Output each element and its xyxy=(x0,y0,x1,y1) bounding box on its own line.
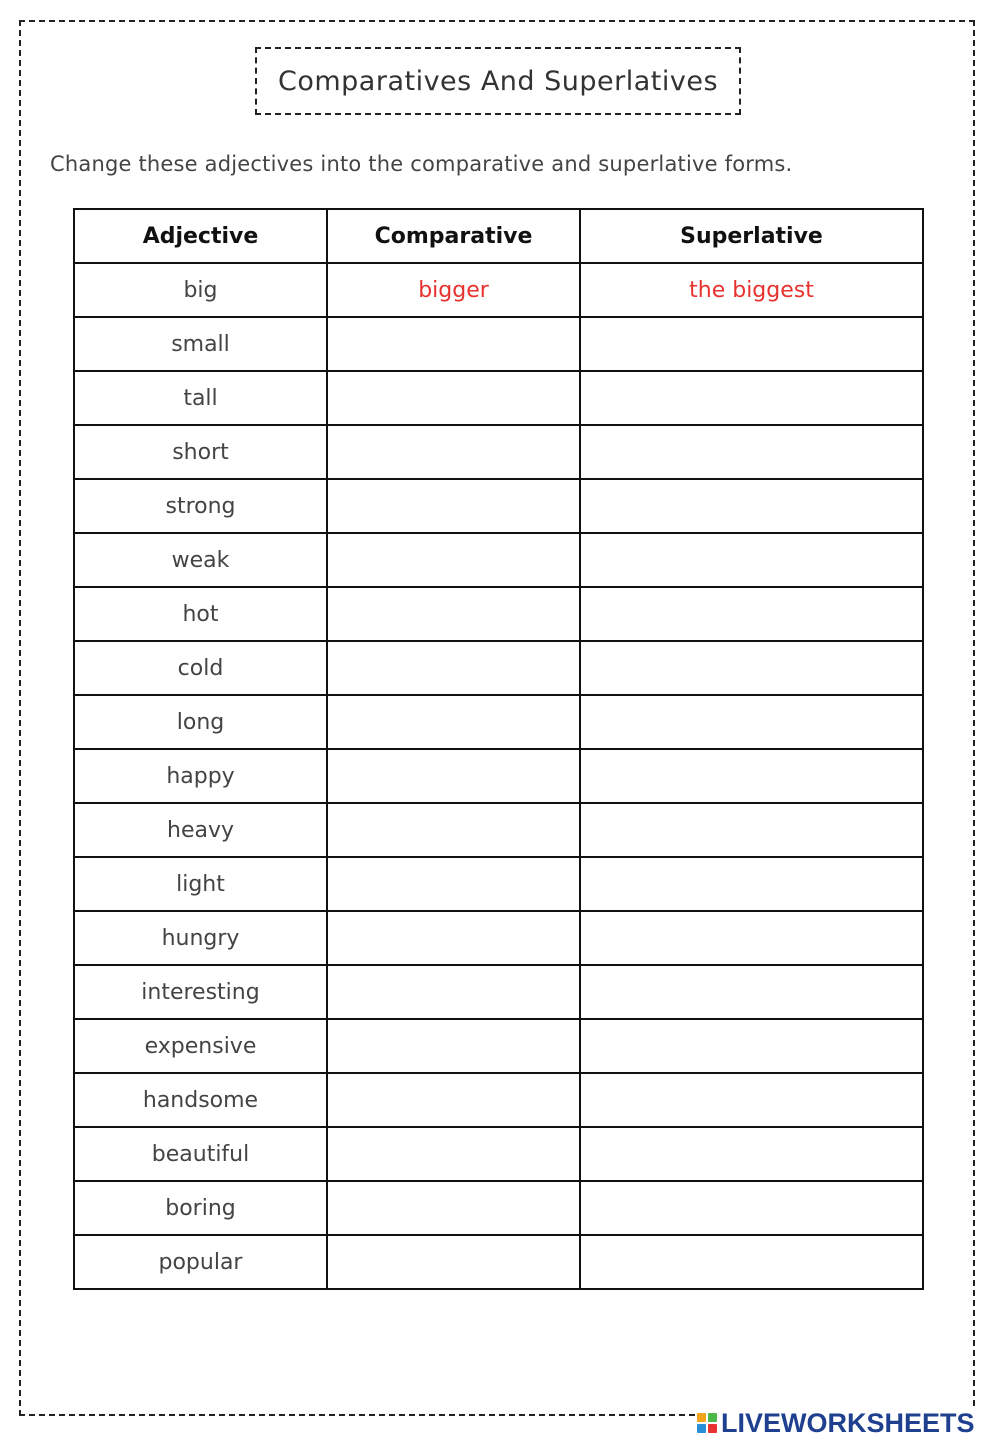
table-row xyxy=(74,1127,923,1181)
table-row xyxy=(74,317,923,371)
comparative-answer-field[interactable] xyxy=(327,857,580,911)
superlative-answer-field[interactable] xyxy=(580,965,923,1019)
logo-text: LIVEWORKSHEETS xyxy=(721,1407,975,1438)
adjective-cell: expensive xyxy=(74,1019,327,1073)
adjective-cell: small xyxy=(74,317,327,371)
table-row xyxy=(74,965,923,1019)
superlative-answer-field[interactable]: the biggest xyxy=(580,263,923,317)
table-row xyxy=(74,641,923,695)
superlative-answer-field[interactable] xyxy=(580,1235,923,1289)
table-row xyxy=(74,1181,923,1235)
comparative-answer-field[interactable] xyxy=(327,1019,580,1073)
worksheet-title: Comparatives And Superlatives xyxy=(277,65,719,97)
table-row xyxy=(74,533,923,587)
adjective-cell: light xyxy=(74,857,327,911)
comparative-answer-field[interactable] xyxy=(327,695,580,749)
comparative-answer-field[interactable] xyxy=(327,911,580,965)
comparative-answer-field[interactable] xyxy=(327,803,580,857)
logo-block xyxy=(697,1424,706,1433)
superlative-answer-field[interactable] xyxy=(580,803,923,857)
adjective-cell: strong xyxy=(74,479,327,533)
comparative-answer-field[interactable] xyxy=(327,479,580,533)
adjective-cell: cold xyxy=(74,641,327,695)
adjective-cell: tall xyxy=(74,371,327,425)
superlative-answer-field[interactable] xyxy=(580,1019,923,1073)
table-row xyxy=(74,371,923,425)
table-row xyxy=(74,587,923,641)
comparative-answer-field[interactable] xyxy=(327,587,580,641)
adjective-cell: hungry xyxy=(74,911,327,965)
comparative-answer-field[interactable] xyxy=(327,317,580,371)
table-row xyxy=(74,1073,923,1127)
superlative-answer-field[interactable] xyxy=(580,641,923,695)
table-row xyxy=(74,803,923,857)
comparative-answer-field[interactable] xyxy=(327,641,580,695)
logo-block xyxy=(708,1424,717,1433)
superlative-answer-field[interactable] xyxy=(580,425,923,479)
table-row xyxy=(74,263,923,317)
header-comparative: Comparative xyxy=(327,209,580,263)
comparative-answer-field[interactable] xyxy=(327,425,580,479)
adjective-cell: hot xyxy=(74,587,327,641)
superlative-answer-field[interactable] xyxy=(580,587,923,641)
adjective-cell: big xyxy=(74,263,327,317)
adjective-cell: popular xyxy=(74,1235,327,1289)
superlative-answer-field[interactable] xyxy=(580,1181,923,1235)
adjective-cell: boring xyxy=(74,1181,327,1235)
table-row xyxy=(74,749,923,803)
comparative-answer-field[interactable]: bigger xyxy=(327,263,580,317)
adjective-cell: happy xyxy=(74,749,327,803)
adjectives-table xyxy=(73,208,924,1290)
table-row xyxy=(74,1019,923,1073)
table-row xyxy=(74,695,923,749)
logo-block xyxy=(697,1413,706,1422)
comparative-answer-field[interactable] xyxy=(327,533,580,587)
liveworksheets-blocks-icon xyxy=(697,1413,717,1433)
comparative-answer-field[interactable] xyxy=(327,1181,580,1235)
logo-block xyxy=(708,1413,717,1422)
adjective-cell: interesting xyxy=(74,965,327,1019)
superlative-answer-field[interactable] xyxy=(580,533,923,587)
adjective-cell: heavy xyxy=(74,803,327,857)
superlative-answer-field[interactable] xyxy=(580,857,923,911)
table-row xyxy=(74,1235,923,1289)
header-superlative: Superlative xyxy=(580,209,923,263)
table-row xyxy=(74,911,923,965)
comparative-answer-field[interactable] xyxy=(327,1127,580,1181)
liveworksheets-logo xyxy=(697,1407,979,1439)
instructions-text: Change these adjectives into the comparative and superlative forms. xyxy=(50,152,793,176)
superlative-answer-field[interactable] xyxy=(580,317,923,371)
worksheet-title-box xyxy=(255,47,741,115)
table-row xyxy=(74,857,923,911)
table-row xyxy=(74,479,923,533)
header-adjective: Adjective xyxy=(74,209,327,263)
superlative-answer-field[interactable] xyxy=(580,749,923,803)
table-row xyxy=(74,425,923,479)
superlative-answer-field[interactable] xyxy=(580,479,923,533)
adjective-cell: short xyxy=(74,425,327,479)
adjective-cell: beautiful xyxy=(74,1127,327,1181)
comparative-answer-field[interactable] xyxy=(327,371,580,425)
superlative-answer-field[interactable] xyxy=(580,911,923,965)
comparative-answer-field[interactable] xyxy=(327,965,580,1019)
comparative-answer-field[interactable] xyxy=(327,1073,580,1127)
comparative-answer-field[interactable] xyxy=(327,749,580,803)
table-header-row xyxy=(74,209,923,263)
superlative-answer-field[interactable] xyxy=(580,371,923,425)
adjective-cell: weak xyxy=(74,533,327,587)
superlative-answer-field[interactable] xyxy=(580,1073,923,1127)
adjective-cell: handsome xyxy=(74,1073,327,1127)
superlative-answer-field[interactable] xyxy=(580,1127,923,1181)
adjective-cell: long xyxy=(74,695,327,749)
superlative-answer-field[interactable] xyxy=(580,695,923,749)
comparative-answer-field[interactable] xyxy=(327,1235,580,1289)
